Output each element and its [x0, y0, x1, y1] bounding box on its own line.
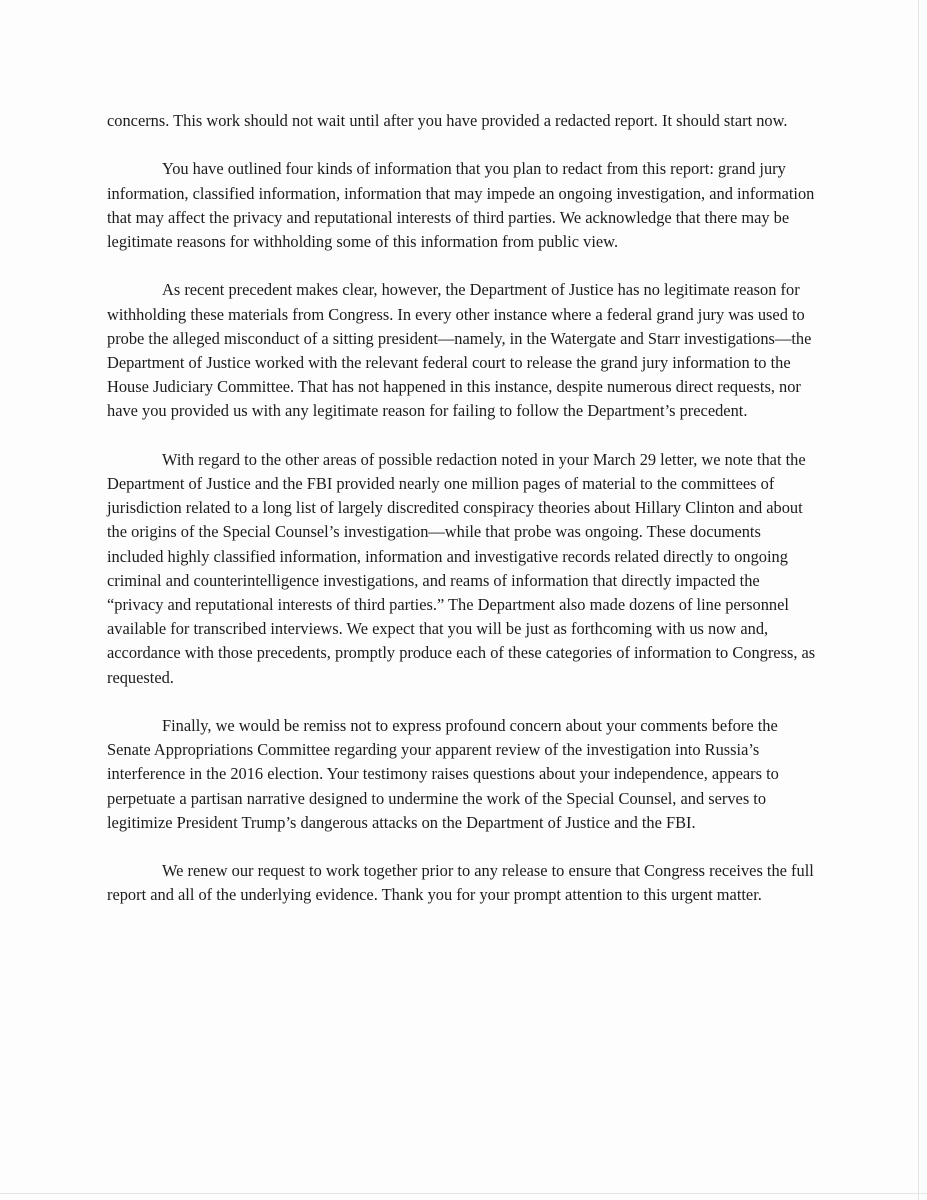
paragraph-continuation: concerns. This work should not wait until after you have provided a redacted report. It should start now. [107, 111, 788, 130]
scan-edge-bottom [0, 1193, 927, 1194]
paragraph-closing-request: We renew our request to work together prior to any release to ensure that Congress receives the full report and all of the underlying evidence. Thank you for your prompt attention to this urgent matter. [107, 861, 814, 905]
letter-body [107, 109, 819, 932]
paragraph-recent-precedent: As recent precedent makes clear, however, the Department of Justice has no legitimate reason for withholding these materials from Congress. In every other instance where a federal grand jury was used to probe the alleged misconduct of a sitting president—namely, in the Watergate and Starr investigations—the Department of Justice worked with the relevant federal court to release the grand jury information to the House Judiciary Committee. That has not happened in this instance, despite numerous direct requests, nor have you provided us with any legitimate reason for failing to follow the Department’s precedent. [107, 280, 812, 421]
paragraph-redaction-categories: You have outlined four kinds of information that you plan to redact from this report: grand jury information, classified information, information that may impede an ongoing investigation, and information that may affect the privacy and reputational interests of third parties. We acknowledge that there may be legitimate reasons for withholding some of this information from public view. [107, 159, 815, 251]
paragraph-testimony-concern: Finally, we would be remiss not to express profound concern about your comments before the Senate Appropriations Committee regarding your apparent review of the investigation into Russia’s interference in the 2016 election. Your testimony raises questions about your independence, appears to perpetuate a partisan narrative designed to undermine the work of the Special Counsel, and serves to legitimize President Trump’s dangerous attacks on the Department of Justice and the FBI. [107, 716, 779, 832]
scan-edge-right [918, 0, 919, 1200]
paragraph-other-redactions: With regard to the other areas of possible redaction noted in your March 29 letter, we note that the Department of Justice and the FBI provided nearly one million pages of material to the committees of jurisdiction related to a long list of largely discredited conspiracy theories about Hillary Clinton and about the origins of the Special Counsel’s investigation—while that probe was ongoing. These documents included highly classified information, information and investigative records related directly to ongoing criminal and counterintelligence investigations, and reams of information that directly impacted the “privacy and reputational interests of third parties.” The Department also made dozens of line personnel available for transcribed interviews. We expect that you will be just as forthcoming with us now and, accordance with those precedents, promptly produce each of these categories of information to Congress, as requested. [107, 449, 816, 687]
